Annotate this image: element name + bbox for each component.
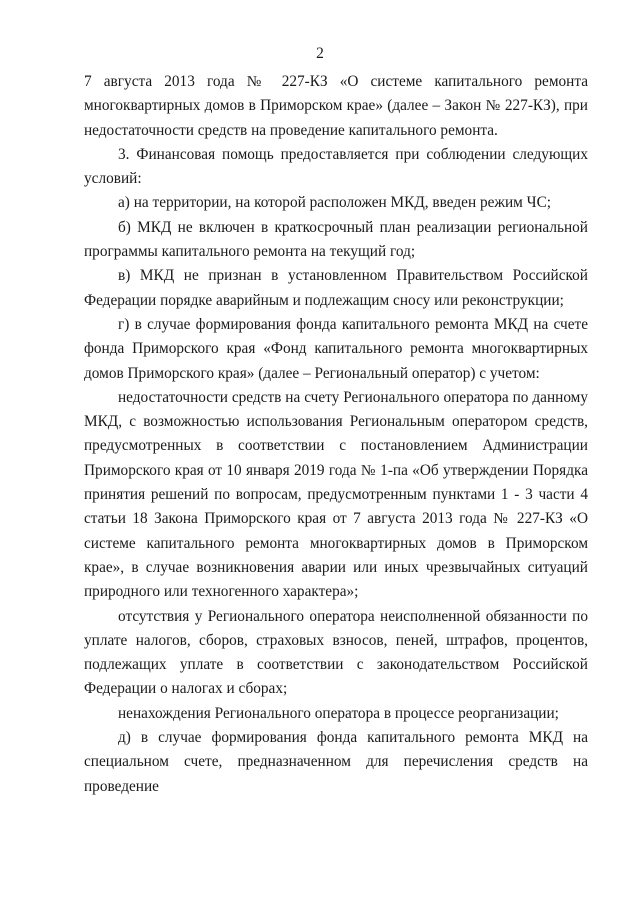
paragraph-condition-v: в) МКД не признан в установленном Правительством Российской Федерации порядке аварийным и подлежащим сносу или реконструкции;	[84, 267, 588, 309]
paragraph-condition-b: б) МКД не включен в краткосрочный план реализации региональной программы капитального ремонта на текущий год;	[84, 218, 588, 261]
paragraph-condition-g: г) в случае формирования фонда капитального ремонта МКД на счете фонда Приморского края «Фонд капитального ремонта многоквартирных домов Приморского края» (далее – Региональный оператор) с учетом:	[84, 315, 588, 382]
paragraph-condition-d: д) в случае формирования фонда капитального ремонта МКД на специальном счете, предназначенном для перечисления средств на проведение	[84, 729, 588, 795]
paragraph-no-reorganization: ненахождения Регионального оператора в процессе реорганизации;	[118, 704, 559, 722]
paragraph-no-tax-debt: отсутствия у Регионального оператора неисполненной обязанности по уплате налогов, сборов, страховых взносов, пеней, штрафов, процентов, подлежащих уплате в соответствии с законодательством Российской Федерации о налогах и сборах;	[84, 607, 588, 698]
paragraph-continuation: 7 августа 2013 года № 227-КЗ «О системе капитального ремонта многоквартирных домов в Приморском крае» (далее – Закон № 227-КЗ), при недостаточности средств на проведение капитального ремонта.	[84, 73, 588, 139]
paragraph-clause-3: 3. Финансовая помощь предоставляется при соблюдении следующих условий:	[84, 145, 588, 188]
document-body	[84, 70, 588, 799]
paragraph-condition-a: а) на территории, на которой расположен МКД, введен режим ЧС;	[118, 194, 552, 212]
paragraph-insufficient-funds: недостаточности средств на счету Регионального оператора по данному МКД, с возможностью использования Региональным оператором средств, предусмотренных в соответствии с постановлением Администрации Приморского края от 10 января 2019 года № 1-па «Об утверждении Порядка принятия решений по вопросам, предусмотренным пунктами 1 - 3 части 4 статьи 18 Закона Приморского края от 7 августа 2013 года № 227-КЗ «О системе капитального ремонта многоквартирных домов в Приморском крае», в случае возникновения аварии или иных чрезвычайных ситуаций природного или техногенного характера»;	[84, 388, 588, 601]
page-number: 2	[316, 45, 324, 62]
